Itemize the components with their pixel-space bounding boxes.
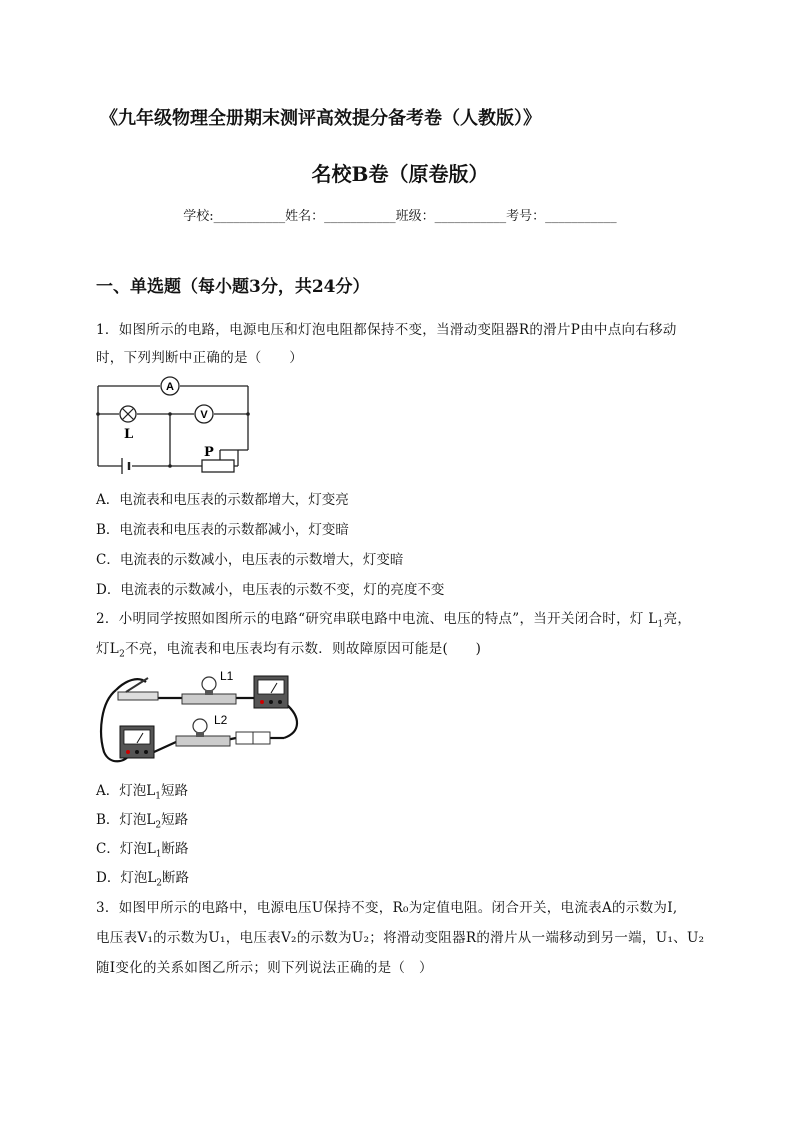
q2-stem-line1: 2．小明同学按照如图所示的电路“研究串联电路中电流、电压的特点”，当开关闭合时，灯 $L_1$亮，: [96, 611, 692, 630]
l1-label: L1: [220, 669, 234, 683]
q3-stem-line2: 电压表V₁的示数为U₁，电压表V₂的示数为U₂；将滑动变阻器R的滑片从一端移动到另一端，U₁、U₂: [96, 930, 705, 946]
q2-option-d[interactable]: D．灯泡$L_2$断路: [96, 870, 190, 889]
q1-option-a[interactable]: A．电流表和电压表的示数都增大，灯变亮: [96, 492, 349, 508]
q2-circuit-photo: [96, 662, 306, 770]
slider-label: P: [204, 445, 214, 460]
q2-option-b[interactable]: B．灯泡$L_2$短路: [96, 812, 189, 831]
q1-circuit-diagram: [94, 374, 254, 474]
q1-stem-line1: 1．如图所示的电路，电源电压和灯泡电阻都保持不变，当滑动变阻器R的滑片P由中点向右移动: [96, 322, 677, 338]
exam-title: 《九年级物理全册期末测评高效提分备考卷（人教版）》: [100, 108, 541, 129]
switch-icon: [118, 678, 158, 700]
voltmeter-box-icon: [254, 676, 288, 708]
ammeter-icon: [161, 377, 179, 395]
lamp-icon: [120, 406, 136, 422]
voltmeter-icon: [195, 405, 213, 423]
q3-stem-line1: 3．如图甲所示的电路中，电源电压U保持不变，R₀为定值电阻。闭合开关，电流表A的示数为I,: [96, 900, 678, 916]
voltmeter-label: V: [200, 409, 208, 421]
lamp-label: L: [124, 427, 134, 442]
student-info-line: 学校:___________姓名：___________班级：___________考号：___________: [183, 209, 617, 224]
section-heading: 一、单选题（每小题3分，共24分）: [96, 277, 370, 297]
q1-stem-line2: 时，下列判断中正确的是（ ）: [96, 350, 303, 366]
q1-option-c[interactable]: C．电流表的示数减小，电压表的示数增大，灯变暗: [96, 552, 404, 568]
q2-option-c[interactable]: C．灯泡$L_1$断路: [96, 841, 189, 860]
ammeter-box-icon: [120, 726, 154, 758]
q1-option-b[interactable]: B．电流表和电压表的示数都减小，灯变暗: [96, 522, 349, 538]
ammeter-label: A: [166, 381, 174, 393]
q3-stem-line3: 随I变化的关系如图乙所示；则下列说法正确的是（ ）: [96, 960, 433, 976]
q2-option-a[interactable]: A．灯泡$L_1$短路: [96, 783, 188, 802]
battery-holder-icon: [236, 732, 270, 744]
q2-stem-line2: 灯$L_2$不亮，电流表和电压表均有示数．则故障原因可能是( ): [96, 641, 482, 660]
battery-icon: [122, 458, 129, 474]
exam-subtitle: 名校B卷（原卷版）: [311, 162, 489, 186]
l2-label: L2: [214, 713, 228, 727]
q1-option-d[interactable]: D．电流表的示数减小，电压表的示数不变，灯的亮度不变: [96, 582, 445, 598]
